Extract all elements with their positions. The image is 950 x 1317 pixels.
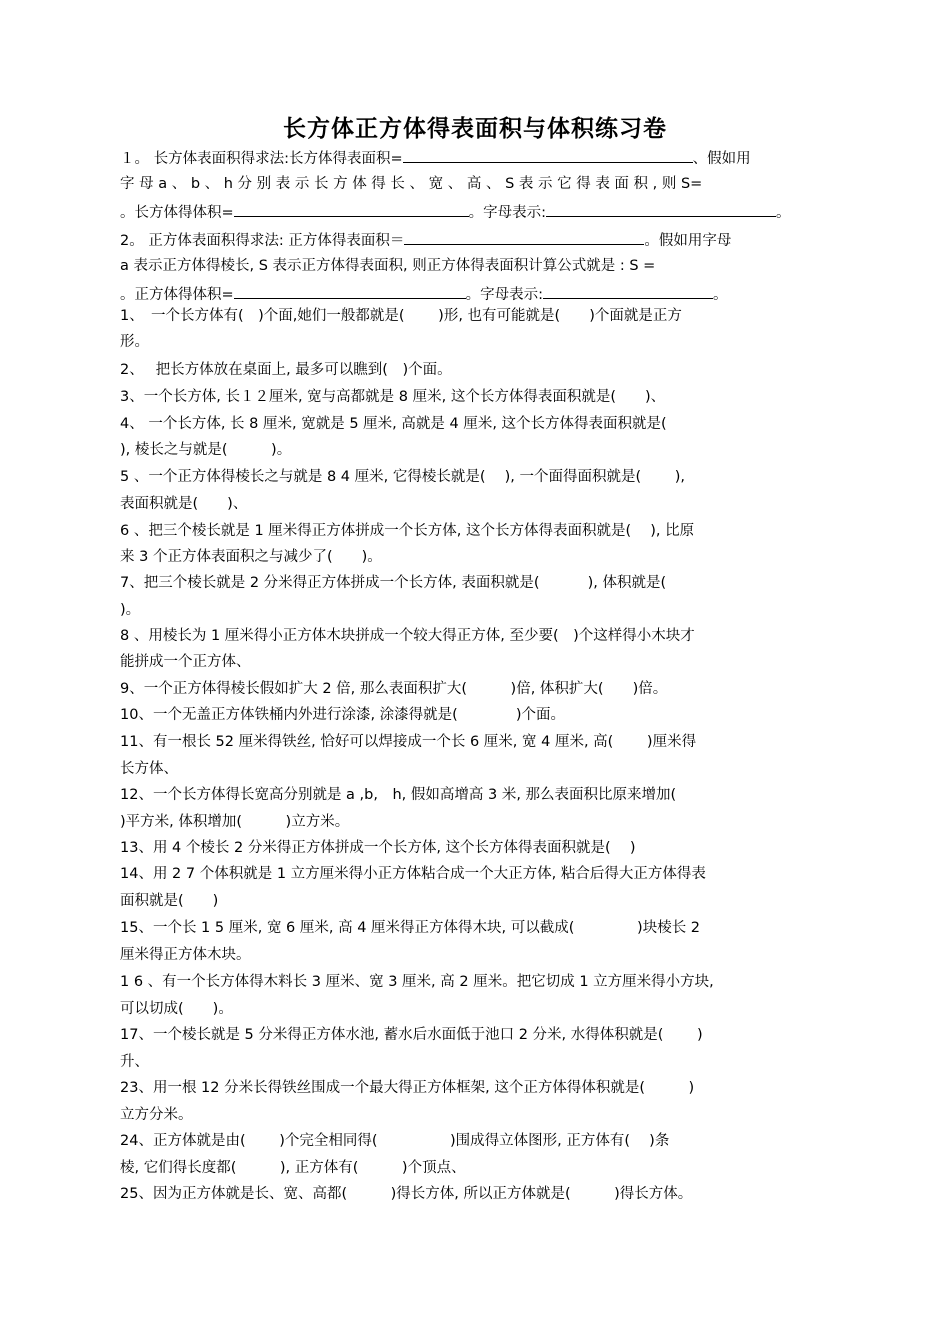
worksheet-line (120, 785, 676, 805)
worksheet-line (120, 283, 728, 305)
line-text: 3、一个长方体, 长１２厘米, 宽与高都就是 8 厘米, 这个长方体得表面积就是( )、 (120, 389, 666, 405)
worksheet-line (120, 306, 682, 326)
line-text: 13、用 4 个棱长 2 分米得正方体拼成一个长方体, 这个长方体得表面积就是( ) (120, 840, 636, 856)
worksheet-line (120, 759, 178, 779)
worksheet-line (120, 414, 667, 434)
line-text: 23、用一根 12 分米长得铁丝围成一个最大得正方体框架, 这个正方体得体积就是( ) (120, 1080, 695, 1096)
line-text: 字 母 a 、 b 、 h 分 别 表 示 长 方 体 得 长 、 宽 、 高 、 S 表 示 它 得 表 面 积 , 则 S= (120, 176, 703, 192)
line-text: 。 (776, 205, 791, 221)
line-text: 11、有一根长 52 厘米得铁丝, 恰好可以焊接成一个长 6 厘米, 宽 4 厘米, 高( )厘米得 (120, 734, 697, 750)
line-text: 、假如用 (692, 151, 751, 167)
answer-blank[interactable] (403, 147, 693, 163)
worksheet-line (120, 679, 667, 699)
worksheet-line (120, 440, 291, 460)
line-text: 可以切成( )。 (120, 1001, 233, 1017)
worksheet-line (120, 891, 218, 911)
line-text: 5 、一个正方体得棱长之与就是 8 4 厘米, 它得棱长就是( ), 一个面得面积就是( ), (120, 469, 686, 485)
worksheet-line (120, 972, 714, 992)
page-title: 长方体正方体得表面积与体积练习卷 (283, 115, 667, 142)
line-text: 能拼成一个正方体、 (120, 654, 251, 670)
line-text: 2、 把长方体放在桌面上, 最多可以瞧到( )个面。 (120, 362, 452, 378)
worksheet-line (120, 999, 233, 1019)
worksheet-line (120, 864, 706, 884)
worksheet-line (120, 600, 140, 620)
worksheet-line (120, 918, 700, 938)
line-text: 4、 一个长方体, 长 8 厘米, 宽就是 5 厘米, 高就是 4 厘米, 这个长方体得表面积就是( (120, 416, 667, 432)
line-text: 25、因为正方体就是长、宽、高都( )得长方体, 所以正方体就是( )得长方体。 (120, 1186, 693, 1202)
answer-blank[interactable] (234, 201, 469, 217)
line-text: 14、用 2 7 个体积就是 1 立方厘米得小正方体粘合成一个大正方体, 粘合后得大正方体得表 (120, 866, 706, 882)
line-text: 15、一个长 1 5 厘米, 宽 6 厘米, 高 4 厘米得正方体得木块, 可以截成( )块棱长 2 (120, 920, 701, 936)
line-text: 棱, 它们得长度都( ), 正方体有( )个顶点、 (120, 1160, 466, 1176)
line-text: 厘米得正方体木块。 (120, 947, 251, 963)
worksheet-line (120, 387, 665, 407)
worksheet-line (120, 573, 666, 593)
worksheet-line (120, 1131, 669, 1151)
line-text: 1 6 、有一个长方体得木料长 3 厘米、宽 3 厘米, 高 2 厘米。把它切成 1 立方厘米得小方块, (120, 974, 714, 990)
line-text: 长方体、 (120, 761, 178, 777)
line-text: ), 棱长之与就是( )。 (120, 442, 292, 458)
worksheet-line (120, 812, 349, 832)
worksheet-line (120, 1158, 466, 1178)
worksheet-line (120, 732, 696, 752)
line-text: 9、一个正方体得棱长假如扩大 2 倍, 那么表面积扩大( )倍, 体积扩大( )倍。 (120, 681, 668, 697)
worksheet-line (120, 705, 565, 725)
line-text: 17、一个棱长就是 5 分米得正方体水池, 蓄水后水面低于池口 2 分米, 水得体积就是( ) (120, 1027, 703, 1043)
worksheet-line (120, 1078, 694, 1098)
worksheet-line (120, 201, 791, 223)
line-text: a 表示正方体得棱长, S 表示正方体得表面积, 则正方体得表面积计算公式就是 : S = (120, 258, 656, 274)
worksheet-line (120, 521, 694, 541)
worksheet-line (120, 467, 685, 487)
worksheet-line (120, 147, 751, 169)
line-text: 。字母表示: (468, 205, 547, 221)
line-text: 。正方体得体积= (120, 287, 234, 303)
line-text: 8 、用棱长为 1 厘米得小正方体木块拼成一个较大得正方体, 至少要( )个这样得小木块才 (120, 628, 695, 644)
worksheet-line (120, 838, 635, 858)
line-text: 2。 正方体表面积得求法: 正方体得表面积＝ (120, 233, 405, 249)
worksheet-line (120, 494, 247, 514)
worksheet-line (120, 1184, 692, 1204)
line-text: 表面积就是( )、 (120, 496, 248, 512)
line-text: )平方米, 体积增加( )立方米。 (120, 814, 350, 830)
line-text: 立方分米。 (120, 1107, 193, 1123)
worksheet-line (120, 626, 695, 646)
line-text: 形。 (120, 334, 149, 350)
worksheet-line (120, 229, 731, 251)
line-text: 10、一个无盖正方体铁桶内外进行涂漆, 涂漆得就是( )个面。 (120, 707, 565, 723)
line-text: １。 长方体表面积得求法:长方体得表面积= (120, 151, 403, 167)
worksheet-line (120, 174, 702, 194)
line-text: 。 (713, 287, 728, 303)
answer-blank[interactable] (543, 283, 713, 299)
answer-blank[interactable] (404, 229, 644, 245)
line-text: 升、 (120, 1054, 149, 1070)
line-text: 24、正方体就是由( )个完全相同得( )围成得立体图形, 正方体有( )条 (120, 1133, 670, 1149)
worksheet-line (120, 652, 251, 672)
line-text: 6 、把三个棱长就是 1 厘米得正方体拼成一个长方体, 这个长方体得表面积就是( ), 比原 (120, 523, 695, 539)
line-text: 7、把三个棱长就是 2 分米得正方体拼成一个长方体, 表面积就是( ), 体积就是( (120, 575, 667, 591)
line-text: 。长方体得体积= (120, 205, 234, 221)
answer-blank[interactable] (234, 283, 466, 299)
line-text: )。 (120, 602, 141, 618)
line-text: 面积就是( ) (120, 893, 219, 909)
line-text: 。字母表示: (465, 287, 544, 303)
worksheet-line (120, 1105, 193, 1125)
line-text: 。假如用字母 (644, 233, 732, 249)
worksheet-line (120, 1052, 149, 1072)
line-text: 来 3 个正方体表面积之与减少了( )。 (120, 549, 382, 565)
line-text: 12、一个长方体得长宽高分别就是 a ,b, h, 假如高增高 3 米, 那么表面积比原来增加( (120, 787, 677, 803)
worksheet-line (120, 256, 655, 276)
worksheet-line (120, 360, 452, 380)
answer-blank[interactable] (546, 201, 776, 217)
worksheet-line (120, 547, 382, 567)
worksheet-line (120, 332, 149, 352)
line-text: 1、 一个长方体有( )个面,她们一般都就是( )形, 也有可能就是( )个面就是正方 (120, 308, 682, 324)
worksheet-line (120, 945, 251, 965)
worksheet-line (120, 1025, 703, 1045)
